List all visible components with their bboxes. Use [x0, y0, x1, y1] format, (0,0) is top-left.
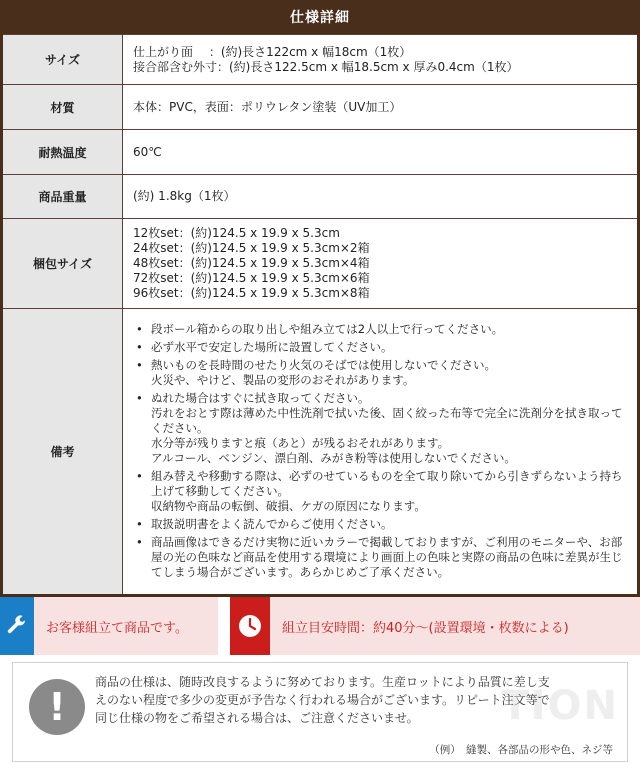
row-label: 備考: [2, 309, 123, 596]
spec-row-heat: [2, 130, 639, 175]
row-value: [123, 175, 639, 219]
row-value: [123, 130, 639, 175]
row-line: 96枚set：(約)124.5 x 19.9 x 5.3cm×8箱: [133, 286, 370, 300]
row-line: 48枚set：(約)124.5 x 19.9 x 5.3cm×4箱: [133, 256, 370, 270]
row-value: [123, 309, 639, 596]
spec-row-size: [2, 35, 639, 85]
row-label: 商品重量: [2, 175, 123, 219]
spec-row-package: [2, 219, 639, 309]
row-line: 接合部含む外寸：(約)長さ122.5cm x 幅18.5cm x 厚み0.4cm（1枚）: [133, 59, 519, 74]
row-label: 耐熱温度: [2, 130, 123, 175]
spec-change-notice: [12, 662, 628, 762]
row-line: 60℃: [133, 144, 162, 159]
list-item: • 必ず水平で安定した場所に設置してください。: [133, 340, 627, 355]
notice-example: （例） 縫製、各部品の形や色、ネジ等: [429, 744, 613, 756]
spec-row-notes: [2, 309, 639, 596]
row-line: 24枚set：(約)124.5 x 19.9 x 5.3cm×2箱: [133, 241, 370, 255]
spec-header: [0, 0, 640, 34]
row-label: サイズ: [2, 35, 123, 85]
assembly-time-text: 組立目安時間：約40分〜(設置環境・枚数による): [282, 620, 569, 636]
spec-row-material: [2, 85, 639, 130]
list-item: • 段ボール箱からの取り出しや組み立ては2人以上で行ってください。: [133, 322, 627, 337]
list-item: • 取扱説明書をよく読んでからご使用ください。: [133, 517, 627, 532]
wrench-icon: [0, 597, 34, 655]
notice-text: 商品の仕様は、随時改良するように努めております。生産ロットにより品質に差し支えのない程度で多少の変更が予告なく行われる場合がございます。リピート注文等で同じ仕様の物をご希望される場合は、ご注意くださいませ。: [95, 675, 550, 725]
row-line: (約) 1.8kg（1枚）: [133, 189, 236, 203]
clock-icon: [230, 597, 270, 655]
spec-title: 仕様詳細: [290, 10, 350, 26]
row-value: [123, 219, 639, 309]
row-line: 仕上がり面 ：(約)長さ122cm x 幅18cm（1枚）: [133, 44, 412, 59]
assembly-banner: [0, 597, 640, 655]
list-item: • 熱いものを長時間のせたり火気のそばでは使用しないでください。 火災や、やけど、製品の変形のおそれがあります。: [133, 358, 627, 388]
watermark-text: TION: [501, 683, 619, 729]
assembly-text: お客様組立て商品です。: [46, 620, 188, 636]
row-label: 材質: [2, 85, 123, 130]
exclamation-icon: !: [29, 679, 85, 735]
row-line: 12枚set：(約)124.5 x 19.9 x 5.3cm: [133, 226, 340, 240]
row-value: [123, 85, 639, 130]
row-value: [123, 35, 639, 85]
spec-table: [0, 34, 640, 597]
notes-list: [133, 322, 627, 580]
list-item: • ぬれた場合はすぐに拭き取ってください。 汚れをおとす際は薄めた中性洗剤で拭いた後、固く絞った布等で完全に洗剤分を拭き取ってください。 水分等が残りますと痕（あと）が残るおそれがあります。 アルコール、ベンジン、漂白剤、みがき粉等は使用しないでください。: [133, 391, 627, 466]
row-line: 72枚set：(約)124.5 x 19.9 x 5.3cm×6箱: [133, 271, 370, 285]
banner-divider: [218, 597, 230, 655]
row-label: 梱包サイズ: [2, 219, 123, 309]
spec-row-weight: [2, 175, 639, 219]
list-item: • 組み替えや移動する際は、必ずのせているものを全て取り除いてから引きずらないよう持ち上げて移動してください。 収納物や商品の転倒、破損、ケガの原因になります。: [133, 469, 627, 514]
row-line: 本体：PVC，表面：ポリウレタン塗装（UV加工）: [133, 99, 402, 114]
list-item: • 商品画像はできるだけ実物に近いカラーで掲載しておりますが、ご利用のモニターや、お部屋の光の色味など商品を使用する環境により画面上の色味と実際の商品の色味に差異が生じてしまう場合がございます。あらかじめご了承ください。: [133, 535, 627, 580]
